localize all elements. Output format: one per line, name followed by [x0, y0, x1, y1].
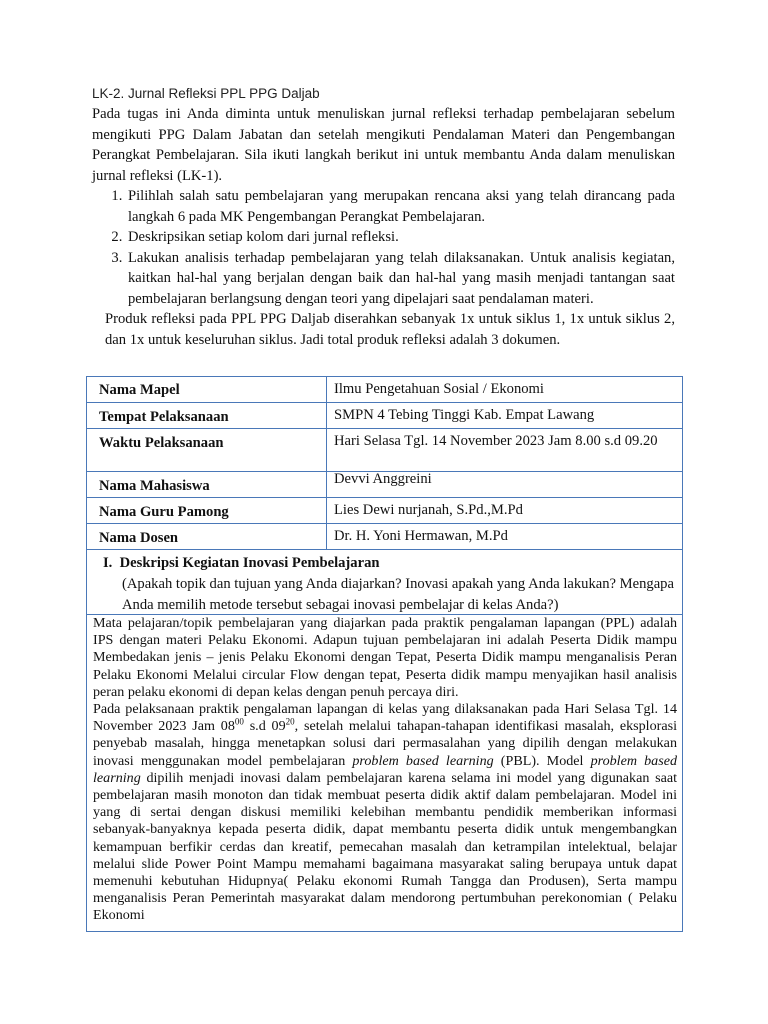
table-row-mahasiswa [87, 472, 682, 498]
body-paragraph: Mata pelajaran/topik pembelajaran yang diajarkan pada praktik pengalaman lapangan (PPL) adalah IPS dengan materi Pelaku Ekonomi. Adapun tujuan pembelajaran ini adalah Peserta Didik mampu Membedakan jenis – jenis Pelaku Ekonomi dengan Tepat, Peserta Didik mampu menganalisis Peran Pelaku Ekonomi Melalui circular Flow dengan tepat, Peserta didik mampu menyajikan hasil analisis peran pelaku ekonomi di depan kelas dengan penuh percaya diri. [93, 615, 677, 700]
row-label: Nama Mapel [99, 382, 180, 398]
section-heading: Deskripsi Kegiatan Inovasi Pembelajaran [119, 555, 380, 571]
instruction-step: 1. Pilihlah salah satu pembelajaran yang merupakan rencana aksi yang telah dirancang pada langkah 6 pada MK Pengembangan Perangkat Pembelajaran. [126, 186, 675, 227]
instruction-steps [92, 186, 675, 309]
row-value: Dr. H. Yoni Hermawan, M.Pd [334, 528, 508, 544]
section-prompt: (Apakah topik dan tujuan yang Anda diajarkan? Inovasi apakah yang Anda lakukan? Mengapa Anda memilih metode tersebut sebagai inovasi pembelajar di kelas Anda?) [122, 576, 674, 613]
row-value: Ilmu Pengetahuan Sosial / Ekonomi [334, 381, 544, 397]
table-row-guru-pamong [87, 498, 682, 524]
row-label: Nama Mahasiswa [99, 478, 210, 494]
row-label: Tempat Pelaksanaan [99, 409, 229, 425]
document-heading: LK-2. Jurnal Refleksi PPL PPG Daljab [92, 86, 320, 101]
section-body [93, 615, 677, 933]
table-row-waktu [87, 429, 682, 472]
table-row-tempat [87, 403, 682, 429]
instruction-step: 3. Lakukan analisis terhadap pembelajaran yang telah dilaksanakan. Untuk analisis kegiatan, kaitkan hal-hal yang berjalan dengan baik dan hal-hal yang masih menjadi tantangan saat pembelajaran berlangsung dengan teori yang dipelajari saat pendalaman materi. [126, 248, 675, 310]
section-title [103, 555, 379, 572]
reflection-table [86, 376, 683, 932]
row-value: SMPN 4 Tebing Tinggi Kab. Empat Lawang [334, 407, 595, 423]
row-value: Hari Selasa Tgl. 14 November 2023 Jam 8.00 s.d 09.20 [334, 433, 658, 449]
instruction-step: 2. Deskripsikan setiap kolom dari jurnal refleksi. [126, 227, 675, 248]
section-number: I. [103, 555, 113, 571]
instructions-paragraph: Pada tugas ini Anda diminta untuk menuliskan jurnal refleksi terhadap pembelajaran sebelum mengikuti PPG Dalam Jabatan dan setelah mengikuti Pendalaman Materi dan Pengembangan Perangkat Pembelajaran. Sila ikuti langkah berikut ini untuk membantu Anda dalam menuliskan jurnal refleksi (LK-1). [92, 106, 675, 184]
table-row-dosen [87, 524, 682, 550]
instructions-closing: Produk refleksi pada PPL PPG Daljab diserahkan sebanyak 1x untuk siklus 1, 1x untuk siklus 2, dan 1x untuk keseluruhan siklus. Jadi total produk refleksi adalah 3 dokumen. [105, 311, 675, 348]
table-row-mapel [87, 377, 682, 403]
row-label: Nama Dosen [99, 530, 179, 546]
row-label: Nama Guru Pamong [99, 504, 229, 520]
row-value: Lies Dewi nurjanah, S.Pd.,M.Pd [334, 502, 523, 518]
body-paragraph: Pada pelaksanaan praktik pengalaman lapangan di kelas yang dilaksanakan pada Hari Selasa Tgl. 14 November 2023 Jam $08^{00}$ s.d $09^{20}$, setelah melalui tahapan-tahapan identifikasi masalah, eksplorasi penyebab masalah, hingga menetapkan solusi dari permasalahan yang dipilih dengan melakukan inovasi menggunakan model pembelajaran problem based learning (PBL). Model problem based learning dipilih menjadi inovasi dalam pembelajaran karena selama ini model yang digunakan saat pembelajaran masih monoton dan tidak membuat peserta didik aktif dalam pembelajaran. Model ini yang di sertai dengan diskusi memiliki kelebihan membantu pendidik memberikan informasi sebanyak-banyaknya kepada peserta didik, dapat membantu peserta didik untuk mengembangkan kemampuan berfikir cerdas dan kreatif, pemecahan masalah dan ketrampilan intelektual, belajar melalui slide Power Point Mampu memahami bagaimana masyarakat saling berupaya untuk dapat memenuhi kebutuhan Hidupnya( Pelaku ekonomi Rumah Tangga dan Produsen), Serta mampu menganalisis Peran Pemerintah masyarakat dalam mendorong pertumbuhan perekonomian ( Pelaku Ekonomi [93, 701, 677, 924]
instructions [92, 104, 675, 350]
row-label: Waktu Pelaksanaan [99, 435, 224, 451]
row-value: Devvi Anggreini [334, 471, 432, 487]
